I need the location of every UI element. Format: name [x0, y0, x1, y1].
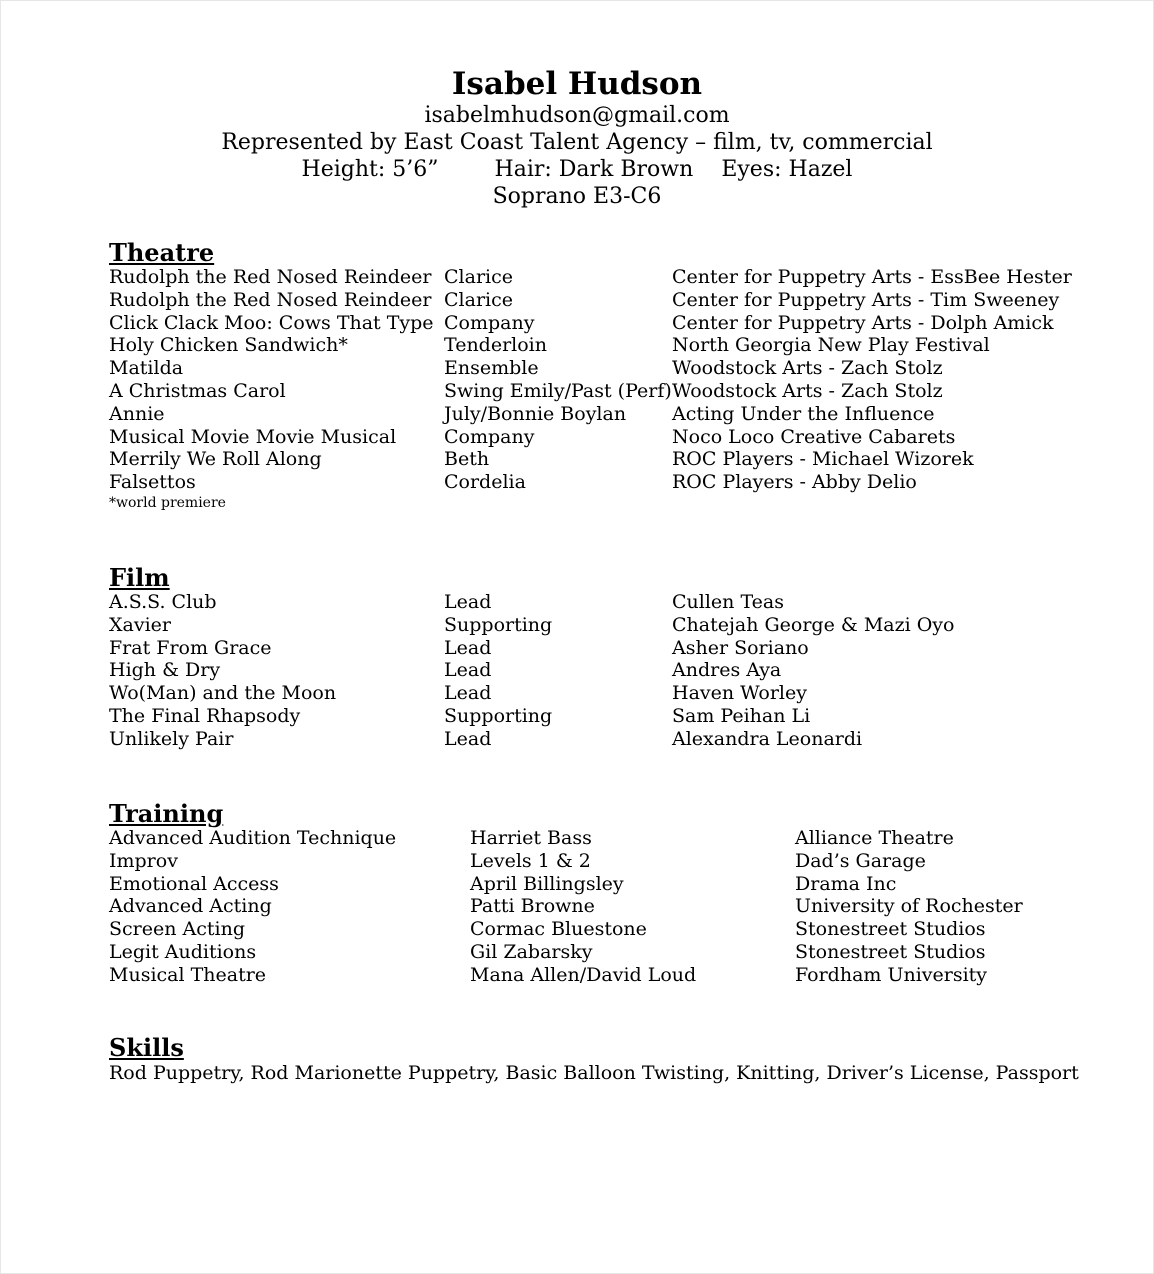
film-role: Supporting: [444, 704, 553, 727]
theatre-role: Ensemble: [444, 357, 539, 380]
film-director: Cullen Teas: [672, 591, 784, 613]
film-section: [109, 564, 1069, 751]
representation: Represented by East Coast Talent Agency – film, tv, commercial: [221, 130, 933, 155]
training-teacher: April Billingsley: [470, 872, 624, 895]
training-course: Musical Theatre: [109, 963, 267, 986]
film-title: Xavier: [109, 613, 171, 636]
training-course: Advanced Audition Technique: [109, 827, 397, 849]
theatre-role: Clarice: [444, 266, 513, 288]
film-director: Alexandra Leonardi: [672, 727, 863, 750]
theatre-role: Beth: [444, 448, 490, 471]
theatre-show: Matilda: [109, 357, 184, 380]
training-list: [109, 827, 1069, 987]
theatre-venue: Center for Puppetry Arts - Dolph Amick: [672, 311, 1054, 334]
theatre-section: [109, 238, 1072, 512]
film-director: Andres Aya: [672, 659, 782, 682]
theatre-role: Company: [444, 425, 535, 448]
theatre-venue: Center for Puppetry Arts - Tim Sweeney: [672, 288, 1060, 311]
theatre-row: [109, 471, 1069, 494]
film-role: Lead: [444, 636, 492, 659]
theatre-show: Falsettos: [109, 471, 196, 494]
film-title: Frat From Grace: [109, 636, 272, 659]
skills-section: [109, 1034, 1119, 1085]
world-premiere-note: *world premiere: [109, 494, 226, 511]
skills-list: Rod Puppetry, Rod Marionette Puppetry, Basic Balloon Twisting, Knitting, Driver’s License, Passport: [109, 1062, 1079, 1084]
training-teacher: Cormac Bluestone: [470, 918, 647, 941]
film-title: The Final Rhapsody: [109, 704, 301, 727]
training-course: Improv: [109, 849, 178, 872]
theatre-row: [109, 312, 1069, 335]
theatre-venue: Woodstock Arts - Zach Stolz: [672, 379, 943, 402]
physical-stats: [0, 156, 1154, 183]
resume-header: [0, 66, 1154, 210]
training-course: Emotional Access: [109, 872, 279, 895]
theatre-role: Clarice: [444, 288, 513, 311]
section-title-film: Film: [109, 563, 170, 592]
actor-name: Isabel Hudson: [451, 66, 703, 102]
height: Height: 5’6”: [301, 157, 439, 182]
section-title-theatre: Theatre: [109, 238, 215, 267]
theatre-venue: Acting Under the Influence: [672, 402, 935, 425]
training-teacher: Levels 1 & 2: [470, 849, 591, 872]
theatre-show: Rudolph the Red Nosed Reindeer: [109, 266, 432, 288]
training-school: Fordham University: [795, 963, 988, 986]
film-row: [109, 728, 1069, 751]
theatre-venue: ROC Players - Abby Delio: [672, 471, 917, 494]
film-director: Sam Peihan Li: [672, 704, 811, 727]
theatre-venue: Center for Puppetry Arts - EssBee Hester: [672, 266, 1072, 288]
film-title: High & Dry: [109, 659, 221, 682]
training-row: [109, 827, 1069, 850]
theatre-venue: North Georgia New Play Festival: [672, 334, 990, 357]
theatre-show: Annie: [109, 402, 165, 425]
training-row: [109, 850, 1069, 873]
film-row: [109, 614, 1069, 637]
training-teacher: Patti Browne: [470, 895, 595, 918]
training-school: Drama Inc: [795, 872, 897, 895]
theatre-role: July/Bonnie Boylan: [444, 402, 627, 425]
film-row: [109, 705, 1069, 728]
theatre-row: [109, 448, 1069, 471]
theatre-show: Musical Movie Movie Musical: [109, 425, 397, 448]
theatre-venue: Noco Loco Creative Cabarets: [672, 425, 956, 448]
training-teacher: Gil Zabarsky: [470, 940, 593, 963]
theatre-role: Swing Emily/Past (Perf): [444, 379, 672, 402]
film-title: A.S.S. Club: [109, 591, 217, 613]
film-title: Unlikely Pair: [109, 727, 234, 750]
section-title-skills: Skills: [109, 1033, 184, 1062]
film-row: [109, 637, 1069, 660]
theatre-row: [109, 334, 1069, 357]
film-role: Lead: [444, 659, 492, 682]
theatre-show: Rudolph the Red Nosed Reindeer: [109, 288, 432, 311]
training-school: Stonestreet Studios: [795, 918, 986, 941]
film-row: [109, 682, 1069, 705]
theatre-venue: ROC Players - Michael Wizorek: [672, 448, 974, 471]
theatre-show: Merrily We Roll Along: [109, 448, 322, 471]
training-row: [109, 941, 1069, 964]
theatre-row: [109, 357, 1069, 380]
training-row: [109, 964, 1069, 987]
theatre-role: Company: [444, 311, 535, 334]
training-teacher: Harriet Bass: [470, 827, 592, 849]
training-row: [109, 918, 1069, 941]
theatre-row: [109, 289, 1069, 312]
theatre-role: Tenderloin: [444, 334, 547, 357]
training-row: [109, 895, 1069, 918]
theatre-row: [109, 266, 1072, 289]
theatre-row: [109, 380, 1069, 403]
film-role: Lead: [444, 591, 492, 613]
training-school: Alliance Theatre: [795, 827, 954, 849]
hair: Hair: Dark Brown: [494, 157, 694, 182]
section-title-training: Training: [109, 799, 224, 828]
theatre-show: Holy Chicken Sandwich*: [109, 334, 348, 357]
film-row: [109, 659, 1069, 682]
theatre-show: Click Clack Moo: Cows That Type: [109, 311, 434, 334]
training-teacher: Mana Allen/David Loud: [470, 963, 697, 986]
film-director: Chatejah George & Mazi Oyo: [672, 613, 955, 636]
theatre-venue: Woodstock Arts - Zach Stolz: [672, 357, 943, 380]
training-course: Screen Acting: [109, 918, 245, 941]
film-director: Asher Soriano: [672, 636, 809, 659]
voice-range: Soprano E3-C6: [492, 184, 662, 209]
training-section: [109, 800, 1069, 987]
training-course: Advanced Acting: [109, 895, 272, 918]
theatre-row: [109, 403, 1069, 426]
film-role: Lead: [444, 682, 492, 705]
training-school: Stonestreet Studios: [795, 940, 986, 963]
film-row: [109, 591, 1069, 614]
theatre-role: Cordelia: [444, 471, 526, 494]
training-school: Dad’s Garage: [795, 849, 926, 872]
film-director: Haven Worley: [672, 682, 807, 705]
theatre-list: [109, 266, 1072, 494]
training-school: University of Rochester: [795, 895, 1023, 918]
film-title: Wo(Man) and the Moon: [109, 682, 337, 705]
theatre-show: A Christmas Carol: [109, 379, 286, 402]
training-course: Legit Auditions: [109, 940, 257, 963]
theatre-row: [109, 426, 1069, 449]
film-role: Supporting: [444, 613, 553, 636]
eyes: Eyes: Hazel: [721, 157, 853, 182]
email: isabelmhudson@gmail.com: [424, 103, 730, 128]
training-row: [109, 873, 1069, 896]
film-list: [109, 591, 1069, 751]
film-role: Lead: [444, 727, 492, 750]
